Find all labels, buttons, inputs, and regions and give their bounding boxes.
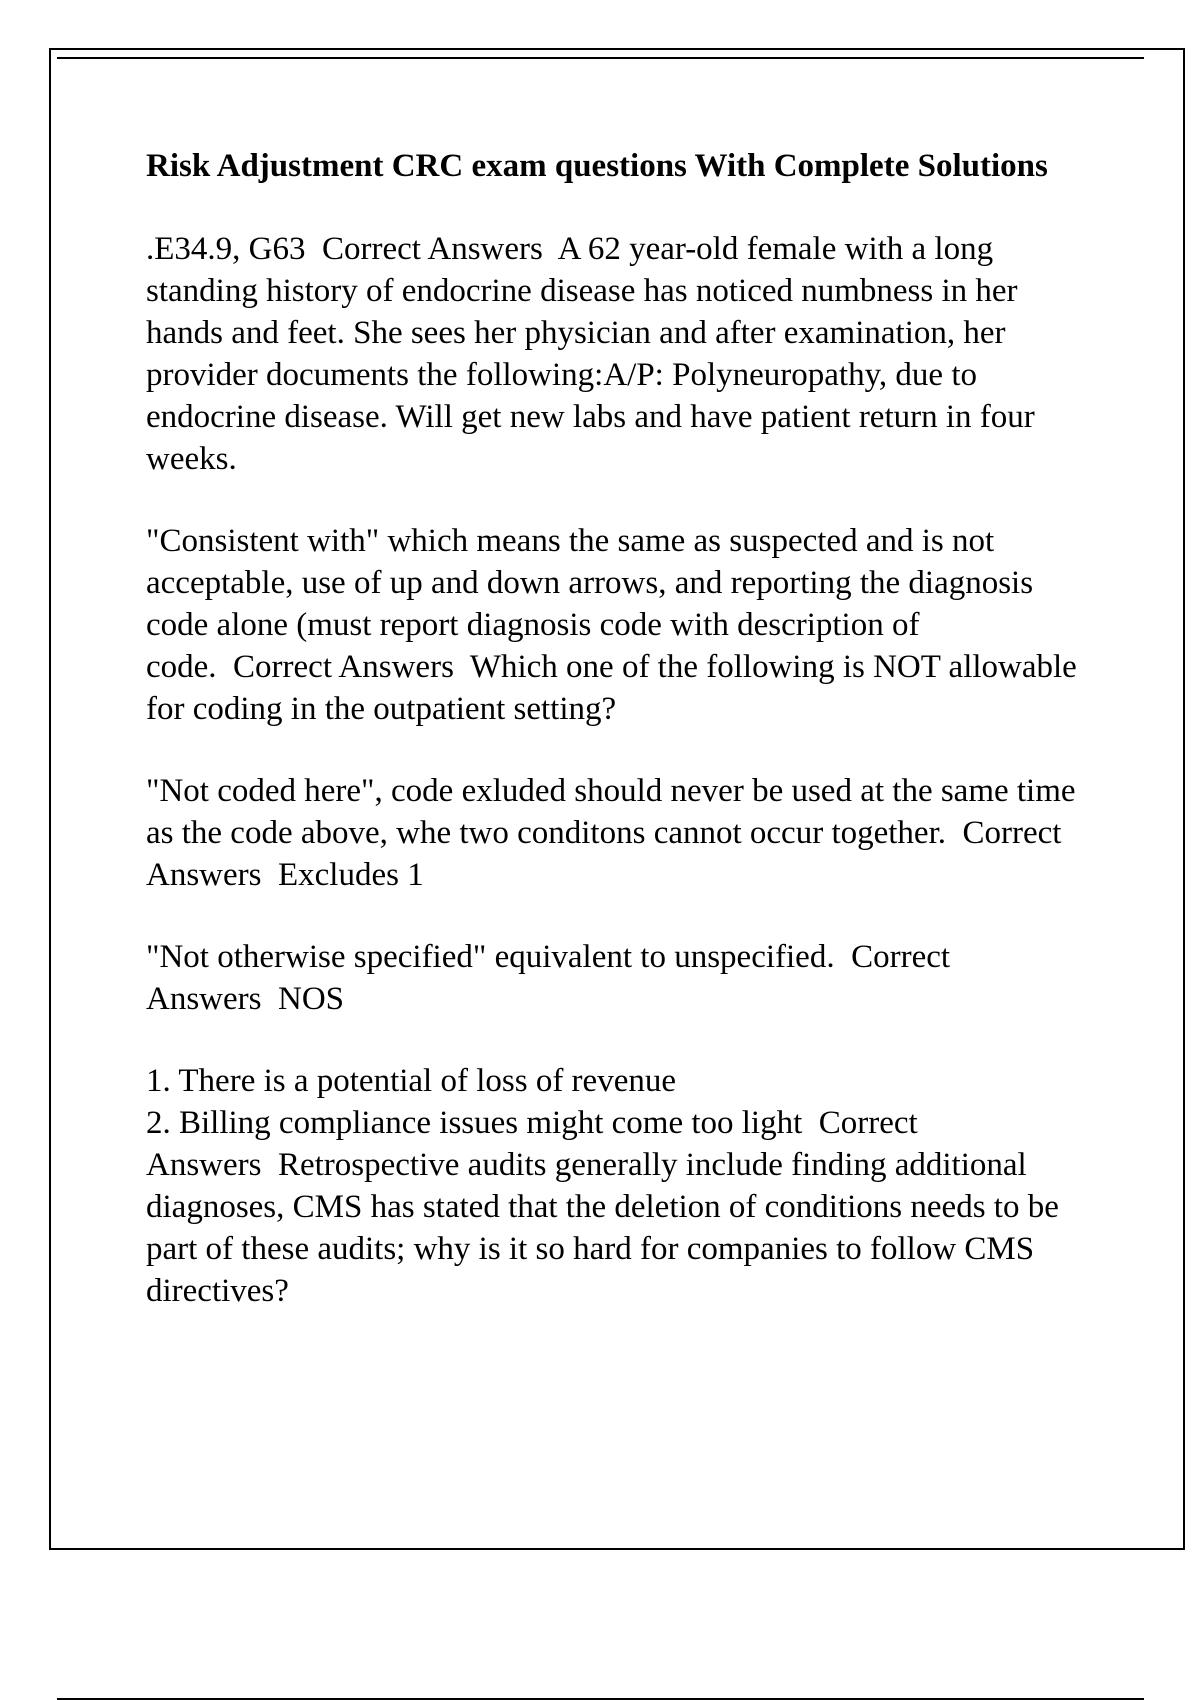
- qa-prompt: "Not otherwise specified" equivalent to unspecified.: [146, 939, 835, 975]
- header-rule: [57, 57, 1144, 59]
- qa-list-line: 2. Billing compliance issues might come too light: [146, 1105, 803, 1141]
- qa-answer-label: Correct Answers: [233, 649, 454, 685]
- qa-answer: A 62 year-old female with a long standing history of endocrine disease has noticed numbness in her hands and feet. She sees her physician and after examination, her provider documents the following:A/P: Polyneuropathy, due to endocrine disease. Will get new labs and have patient return in four weeks.: [146, 231, 1044, 477]
- qa-answer: Retrospective audits generally include finding additional diagnoses, CMS has stated that the deletion of conditions needs to be part of these audits; why is it so hard for companies to follow CMS directives?: [146, 1147, 1068, 1309]
- qa-item: [146, 770, 1096, 896]
- qa-list-item: [146, 1060, 1096, 1312]
- qa-prompt: "Consistent with" which means the same as suspected and is not acceptable, use of up and down arrows, and reporting the diagnosis code alone (must report diagnosis code with description of code.: [146, 523, 1042, 685]
- qa-answer: NOS: [277, 981, 345, 1017]
- qa-answer-label: Correct Answers: [146, 1105, 925, 1183]
- qa-prompt: "Not coded here", code exluded should never be used at the same time as the code above, whe two conditons cannot occur together.: [146, 773, 1084, 851]
- qa-answer: Which one of the following is NOT allowable for coding in the outpatient setting?: [146, 649, 1086, 727]
- qa-list-line: 1. There is a potential of loss of revenue: [146, 1063, 676, 1099]
- qa-item: [146, 228, 1096, 480]
- qa-answer-label: Correct Answers: [322, 231, 543, 267]
- qa-item: [146, 520, 1096, 730]
- document-title: Risk Adjustment CRC exam questions With Complete Solutions: [146, 148, 1048, 184]
- qa-item: [146, 936, 1096, 1020]
- qa-answer-label: Correct Answers: [146, 815, 1068, 893]
- qa-answer-label: Correct Answers: [146, 939, 957, 1017]
- qa-answer: Excludes 1: [277, 857, 424, 893]
- document-body: [146, 146, 1096, 1352]
- qa-prompt: .E34.9, G63: [146, 231, 306, 267]
